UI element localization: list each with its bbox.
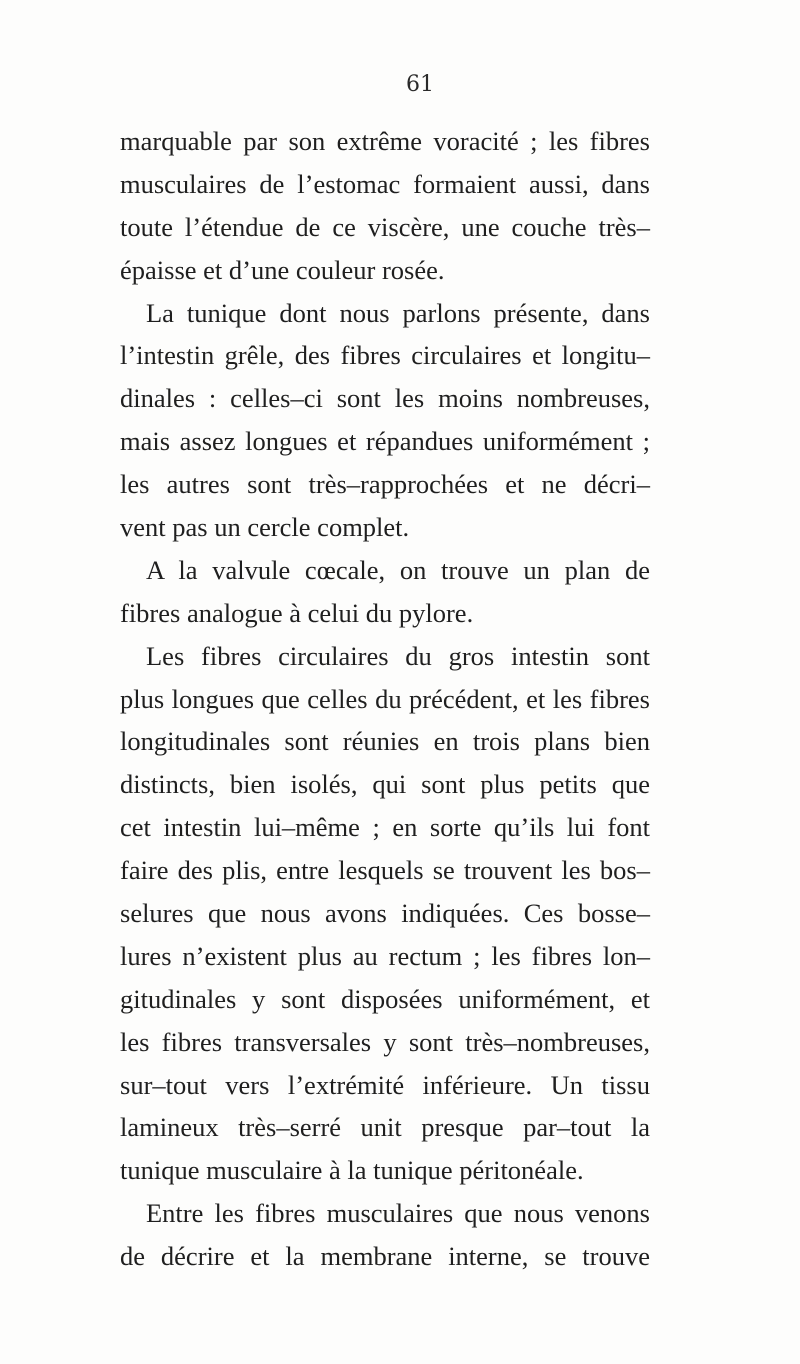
text-line: Les fibres circulaires du gros intestin sont xyxy=(146,640,650,671)
text-line: vent pas un cercle complet. xyxy=(120,512,410,543)
text-line: faire des plis, entre lesquels se trouvent les bos– xyxy=(120,855,650,886)
text-line: musculaires de l’estomac formaient aussi, dans xyxy=(120,168,650,199)
body-text xyxy=(120,120,650,1278)
text-line: mais assez longues et répandues uniformément ; xyxy=(120,426,650,457)
text-line: cet intestin lui–même ; en sorte qu’ils lui font xyxy=(120,812,650,843)
text-line: lures n’existent plus au rectum ; les fibres lon– xyxy=(120,940,650,971)
text-line: dinales : celles–ci sont les moins nombreuses, xyxy=(120,383,650,414)
text-line: les autres sont très–rapprochées et ne décri– xyxy=(120,469,650,500)
page-number: 61 xyxy=(406,72,434,97)
text-line: longitudinales sont réunies en trois plans bien xyxy=(120,726,650,757)
text-line: sur–tout vers l’extrémité inférieure. Un tissu xyxy=(120,1069,650,1100)
text-line: distincts, bien isolés, qui sont plus petits que xyxy=(120,769,650,800)
text-line: selures que nous avons indiquées. Ces bosse– xyxy=(120,898,650,929)
text-line: Entre les fibres musculaires que nous venons xyxy=(146,1198,650,1229)
text-line: plus longues que celles du précédent, et les fibres xyxy=(120,683,650,714)
text-line: La tunique dont nous parlons présente, dans xyxy=(146,297,650,328)
text-line: lamineux très–serré unit presque par–tout la xyxy=(120,1112,650,1143)
text-line: épaisse et d’une couleur rosée. xyxy=(120,254,445,285)
text-line: A la valvule cœcale, on trouve un plan de xyxy=(146,554,650,585)
text-line: fibres analogue à celui du pylore. xyxy=(120,597,474,628)
text-line: tunique musculaire à la tunique péritonéale. xyxy=(120,1155,584,1186)
text-line: toute l’étendue de ce viscère, une couche très– xyxy=(120,211,650,242)
text-line: de décrire et la membrane interne, se trouve xyxy=(120,1241,650,1272)
text-line: marquable par son extrême voracité ; les fibres xyxy=(120,126,650,156)
text-line: gitudinales y sont disposées uniformément, et xyxy=(120,983,650,1014)
text-line: l’intestin grêle, des fibres circulaires et longitu– xyxy=(120,340,650,371)
text-line: les fibres transversales y sont très–nombreuses, xyxy=(120,1026,650,1057)
